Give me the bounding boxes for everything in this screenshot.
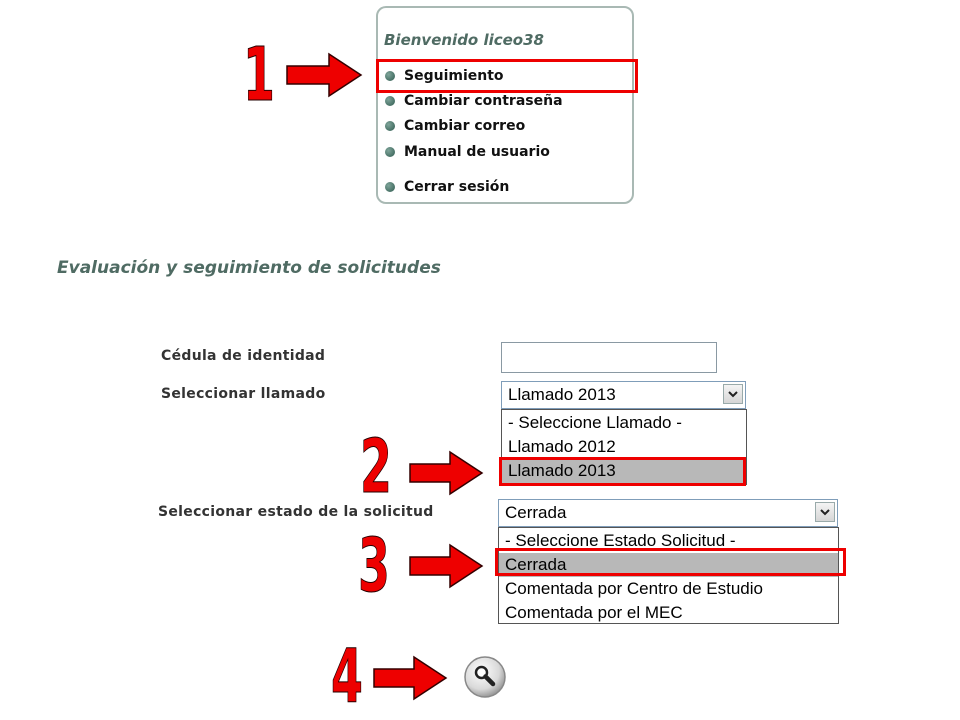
menu-item-label: Manual de usuario <box>404 144 550 160</box>
menu-item-cambiar-contrasena[interactable] <box>385 93 563 109</box>
menu-item-label: Cambiar contraseña <box>404 93 563 109</box>
chevron-down-icon[interactable] <box>723 384 743 404</box>
menu-item-cambiar-correo[interactable] <box>385 118 525 134</box>
menu-welcome-title: Bienvenido liceo38 <box>384 31 544 49</box>
magnifier-icon <box>463 655 507 699</box>
arrow-right-icon <box>372 655 448 701</box>
estado-selected-value: Cerrada <box>505 503 567 522</box>
arrow-right-icon <box>285 52 363 98</box>
menu-item-label: Cerrar sesión <box>404 179 510 195</box>
estado-option-selected[interactable]: Cerrada <box>499 553 838 577</box>
highlight-cerrada <box>495 548 846 576</box>
chevron-down-icon[interactable] <box>815 502 835 522</box>
arrow-right-icon <box>408 543 484 589</box>
estado-option[interactable]: - Seleccione Estado Solicitud - <box>505 531 736 550</box>
llamado-option-selected[interactable]: Llamado 2013 <box>502 459 746 483</box>
menu-item-label: Seguimiento <box>404 68 504 84</box>
estado-select[interactable] <box>498 499 838 527</box>
callout-number-3: 3 <box>358 523 390 609</box>
arrow-right-icon <box>408 450 484 496</box>
menu-item-cerrar-sesion[interactable] <box>385 179 509 195</box>
bullet-icon <box>385 147 395 157</box>
highlight-seguimiento <box>376 59 638 93</box>
bullet-icon <box>385 121 395 131</box>
estado-label: Seleccionar estado de la solicitud <box>158 504 434 520</box>
menu-item-manual-usuario[interactable] <box>385 144 550 160</box>
llamado-option[interactable]: - Seleccione Llamado - <box>508 413 682 432</box>
cedula-input[interactable] <box>501 342 717 373</box>
estado-option[interactable]: Comentada por el MEC <box>505 603 683 622</box>
search-button[interactable] <box>463 655 507 699</box>
llamado-select[interactable] <box>501 381 746 409</box>
llamado-selected-value: Llamado 2013 <box>508 385 616 404</box>
bullet-icon <box>385 182 395 192</box>
bullet-icon <box>385 96 395 106</box>
callout-number-2: 2 <box>360 424 392 510</box>
callout-number-4: 4 <box>331 634 363 720</box>
menu-item-label: Cambiar correo <box>404 118 526 134</box>
callout-number-1: 1 <box>243 32 275 118</box>
llamado-label: Seleccionar llamado <box>161 386 326 402</box>
page-title: Evaluación y seguimiento de solicitudes <box>57 258 441 278</box>
highlight-llamado-2013 <box>499 457 746 486</box>
llamado-option[interactable]: Llamado 2012 <box>508 437 616 456</box>
cedula-label: Cédula de identidad <box>161 348 326 364</box>
estado-option[interactable]: Comentada por Centro de Estudio <box>505 579 763 598</box>
